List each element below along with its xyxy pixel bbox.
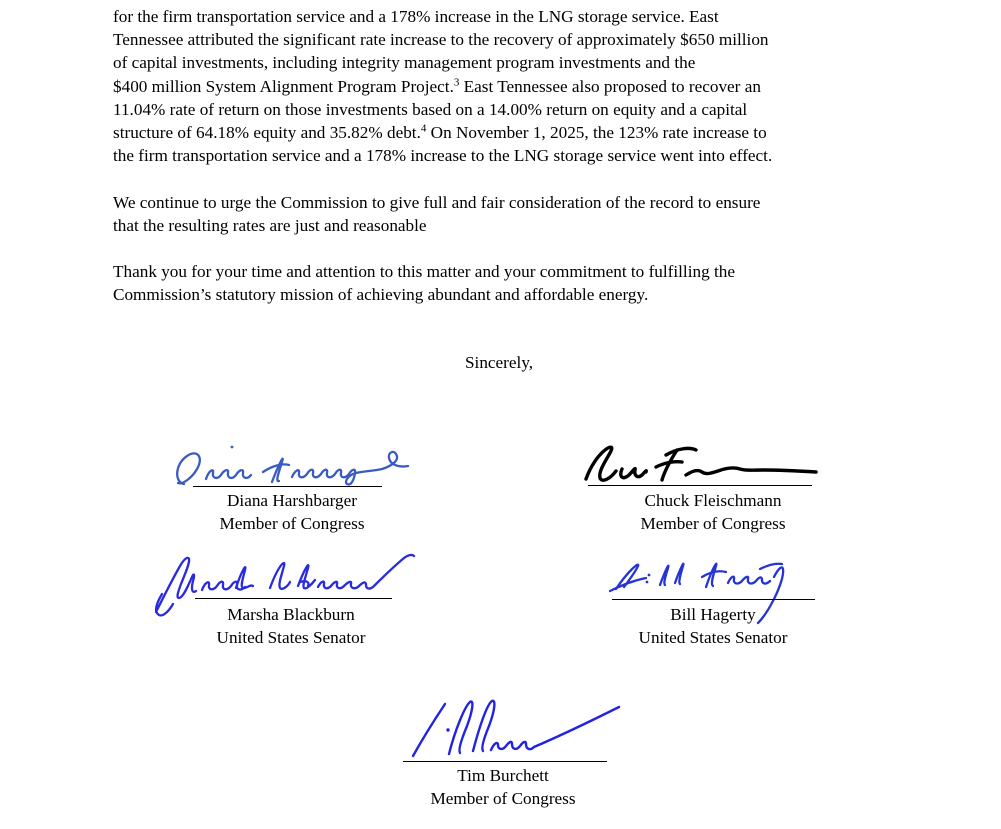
- hagerty-signature-line: [612, 599, 815, 600]
- text-line: that the resulting rates are just and reasonable: [113, 215, 427, 235]
- harshbarger-signer-name: Diana Harshbarger: [227, 491, 357, 510]
- burchett-signer-name: Tim Burchett: [457, 766, 549, 785]
- text-line: We continue to urge the Commission to give full and fair consideration of the record to ensure: [113, 192, 761, 212]
- text-line: Thank you for your time and attention to this matter and your commitment to fulfilling the: [113, 262, 735, 282]
- letter-paragraphs: [113, 5, 897, 307]
- hagerty-signer-name: Bill Hagerty: [670, 605, 756, 624]
- text-line: Commission’s statutory mission of achieving abundant and affordable energy.: [113, 285, 649, 305]
- fleischmann-signer-title: Member of Congress: [640, 514, 786, 533]
- harshbarger-signature-image: [168, 442, 420, 490]
- fleischmann-signature-line: [588, 485, 812, 486]
- burchett-signer-title: Member of Congress: [430, 789, 576, 808]
- text-line: structure of 64.18% equity and 35.82% debt.$^4$ On November 1, 2025, the 123% rate increase to: [113, 122, 767, 143]
- footnote-marker: 3: [453, 75, 460, 88]
- burchett-signature-image: [393, 694, 625, 764]
- harshbarger-signature-line: [193, 486, 382, 487]
- fleischmann-signer-name: Chuck Fleischmann: [644, 491, 782, 510]
- paragraph: [113, 191, 897, 237]
- closing-salutation: Sincerely,: [465, 353, 534, 372]
- footnote-marker: 4: [420, 122, 427, 135]
- text-line: $400 million System Alignment Program Project.$^3$ East Tennessee also proposed to recover an: [113, 75, 761, 96]
- blackburn-signer-name: Marsha Blackburn: [227, 605, 355, 624]
- blackburn-signer-title: United States Senator: [216, 628, 366, 647]
- text-line: Tennessee attributed the significant rate increase to the recovery of approximately $650 million: [113, 30, 769, 50]
- paragraph: [113, 260, 897, 306]
- hagerty-signer-title: United States Senator: [638, 628, 788, 647]
- burchett-signature-line: [403, 761, 607, 762]
- paragraph: [113, 5, 897, 167]
- harshbarger-signer-title: Member of Congress: [219, 514, 365, 533]
- fleischmann-signature-image: [574, 441, 824, 487]
- text-line: for the firm transportation service and a 178% increase in the LNG storage service. East: [113, 7, 719, 26]
- text-line: 11.04% rate of return on those investments based on a 14.00% return on equity and a capital: [113, 99, 748, 119]
- text-line: of capital investments, including integrity management program investments and the: [113, 53, 696, 73]
- blackburn-signature-line: [195, 598, 392, 599]
- text-line: the firm transportation service and a 178% increase to the LNG storage service went into effect.: [113, 146, 773, 166]
